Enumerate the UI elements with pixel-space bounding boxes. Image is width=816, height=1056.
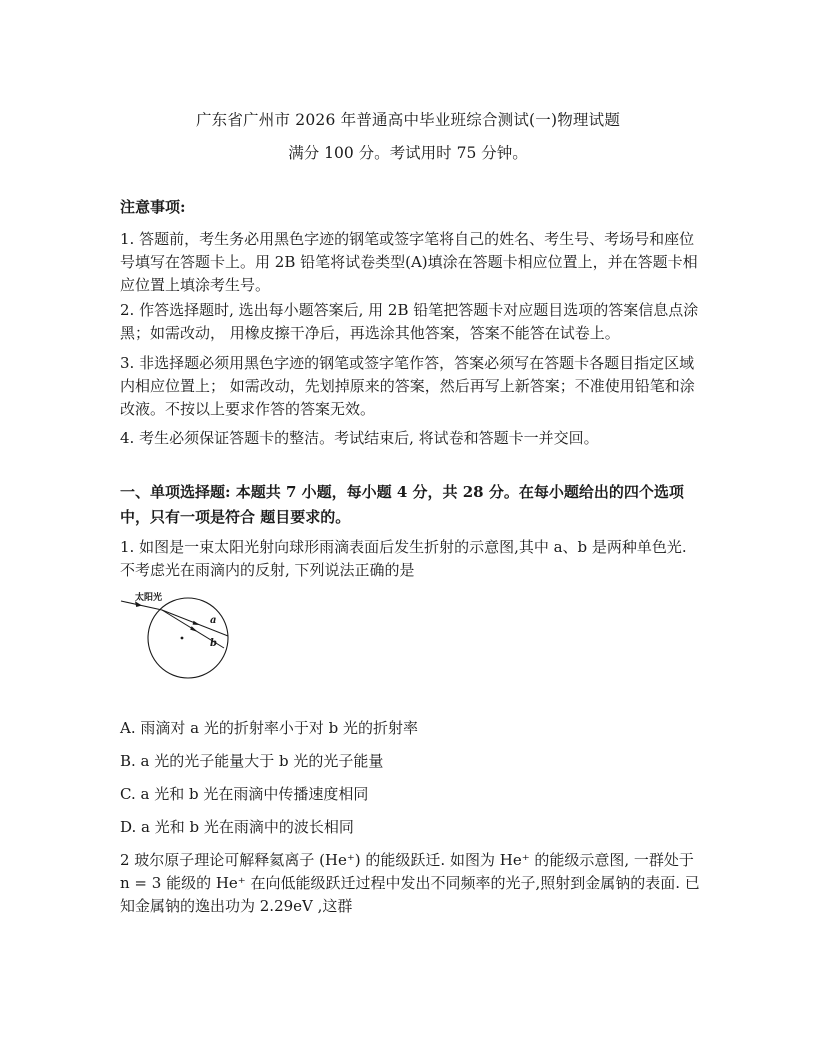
question-1-option-a: A. 雨滴对 a 光的折射率小于对 b 光的折射率: [120, 719, 418, 737]
notice-item-1: 1. 答题前，考生务必用黑色字迹的钢笔或签字笔将自己的姓名、考生号、考场号和座位号填写在答题卡上。用 2B 铅笔将试卷类型(A)填涂在答题卡相应位置上，并在答题卡相应位置上填涂考生号。: [120, 230, 698, 294]
question-1-option-b: B. a 光的光子能量大于 b 光的光子能量: [120, 752, 384, 770]
sun-label: 太阳光: [135, 593, 163, 603]
ray-a-label: a: [210, 615, 217, 626]
section-heading: 一、单项选择题: 本题共 7 小题，每小题 4 分，共 28 分。在每小题给出的四个选项中，只有一项是符合 题目要求的。: [120, 483, 684, 526]
notice-heading: 注意事项:: [120, 198, 186, 216]
notice-item-3: 3. 非选择题必须用黑色字迹的钢笔或签字笔作答，答案必须写在答题卡各题目指定区域内相应位置上； 如需改动，先划掉原来的答案，然后再写上新答案；不准使用铅笔和涂改液。不按以上要求作答的答案无效。: [120, 354, 695, 418]
notice-item-2: 2. 作答选择题时, 选出每小题答案后, 用 2B 铅笔把答题卡对应题目选项的答案信息点涂黑；如需改动， 用橡皮擦干净后，再选涂其他答案，答案不能答在试卷上。: [120, 301, 699, 342]
ray-b-arrow-icon: [190, 626, 198, 632]
raindrop-center-dot: [181, 637, 184, 640]
question-1-option-d: D. a 光和 b 光在雨滴中的波长相同: [120, 818, 354, 836]
exam-title: 广东省广州市 2026 年普通高中毕业班综合测试(一)物理试题: [195, 111, 621, 129]
ray-b-label: b: [210, 638, 217, 649]
question-1-option-c: C. a 光和 b 光在雨滴中传播速度相同: [120, 785, 369, 803]
notice-item-4: 4. 考生必须保证答题卡的整洁。考试结束后, 将试卷和答题卡一并交回。: [120, 429, 599, 447]
ray-a-arrow-icon: [193, 621, 200, 625]
question-1-stem: 1. 如图是一束太阳光射向球形雨滴表面后发生折射的示意图,其中 a、b 是两种单色光. 不考虑光在雨滴内的反射, 下列说法正确的是: [120, 538, 687, 579]
question-2-stem: 2 玻尔原子理论可解释氦离子 (He⁺) 的能级跃迁. 如图为 He⁺ 的能级示意图, 一群处于 n = 3 能级的 He⁺ 在向低能级跃迁过程中发出不同频率的光子,照射到金属钠的表面. 已知金属钠的逸出功为 2.29eV ,这群: [120, 851, 700, 915]
raindrop-refraction-figure: [118, 586, 248, 680]
exam-subtitle: 满分 100 分。考试用时 75 分钟。: [288, 144, 528, 162]
